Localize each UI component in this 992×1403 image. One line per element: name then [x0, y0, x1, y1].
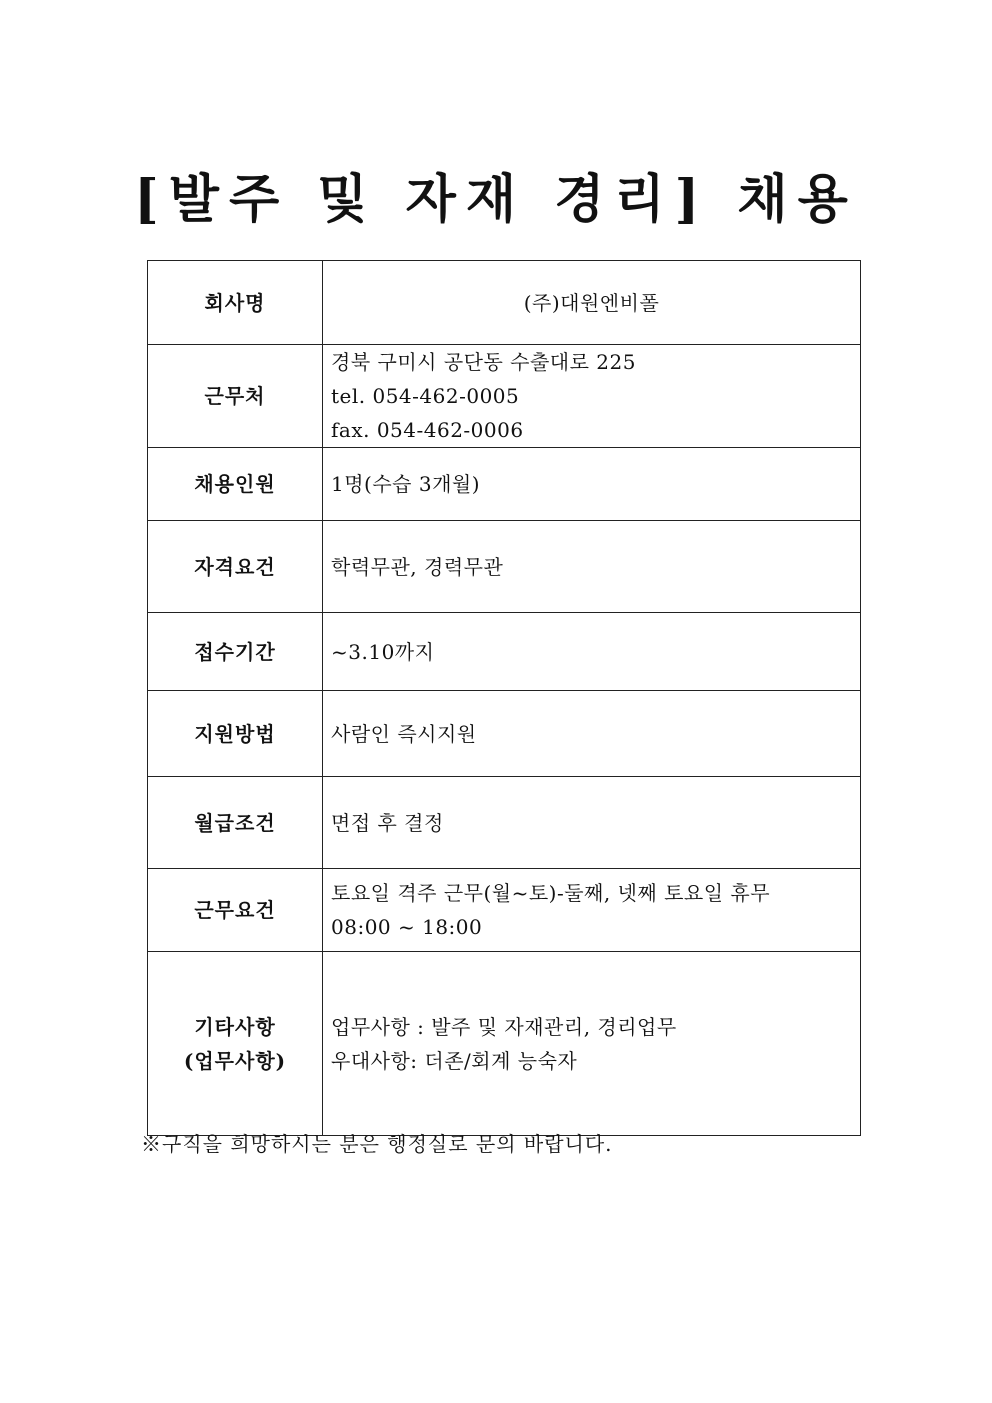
row-label-work-conditions: 근무요건 [148, 869, 323, 952]
row-value-salary [323, 777, 861, 869]
job-info-table [147, 260, 861, 1136]
table-row [148, 869, 861, 952]
row-label-workplace: 근무처 [148, 345, 323, 448]
value-line: ~3.10까지 [331, 639, 435, 664]
table-row [148, 521, 861, 613]
row-label-application-period: 접수기간 [148, 613, 323, 691]
row-value-qualifications [323, 521, 861, 613]
row-label-salary: 월급조건 [148, 777, 323, 869]
value-line: 경북 구미시 공단동 수출대로 225 [331, 350, 636, 374]
value-line: 사람인 즉시지원 [331, 721, 477, 746]
value-line: 1명(수습 3개월) [331, 472, 481, 496]
value-line: 업무사항 : 발주 및 자재관리, 경리업무 [331, 1014, 677, 1039]
row-label-headcount: 채용인원 [148, 448, 323, 521]
label-line: 기타사항 [194, 1014, 276, 1039]
value-line: 면접 후 결정 [331, 810, 444, 835]
row-value-headcount [323, 448, 861, 521]
footer-note: ※구직을 희망하시는 분은 행정실로 문의 바랍니다. [141, 1132, 613, 1156]
row-value-company [323, 261, 861, 345]
table-row [148, 448, 861, 521]
row-label-application-method: 지원방법 [148, 691, 323, 777]
value-line: (주)대원엔비폴 [523, 290, 660, 315]
table-row [148, 952, 861, 1136]
page-title: [발주 및 자재 경리] 채용 [134, 169, 858, 230]
value-line: tel. 054-462-0005 [331, 384, 520, 408]
table-row [148, 261, 861, 345]
table-row [148, 613, 861, 691]
table-row [148, 345, 861, 448]
value-line: 학력무관, 경력무관 [331, 554, 504, 579]
row-value-application-method [323, 691, 861, 777]
row-value-work-conditions [323, 869, 861, 952]
row-value-workplace [323, 345, 861, 448]
row-value-other [323, 952, 861, 1136]
label-line: (업무사항) [183, 1048, 287, 1073]
value-line: fax. 054-462-0006 [331, 418, 524, 442]
row-value-application-period [323, 613, 861, 691]
row-label-qualifications: 자격요건 [148, 521, 323, 613]
table-row [148, 777, 861, 869]
row-label-company: 회사명 [148, 261, 323, 345]
row-label-other [148, 952, 323, 1136]
value-line: 08:00 ~ 18:00 [331, 915, 483, 939]
value-line: 우대사항: 더존/회계 능숙자 [331, 1048, 578, 1073]
table-row [148, 691, 861, 777]
value-line: 토요일 격주 근무(월~토)-둘째, 넷째 토요일 휴무 [331, 881, 771, 905]
